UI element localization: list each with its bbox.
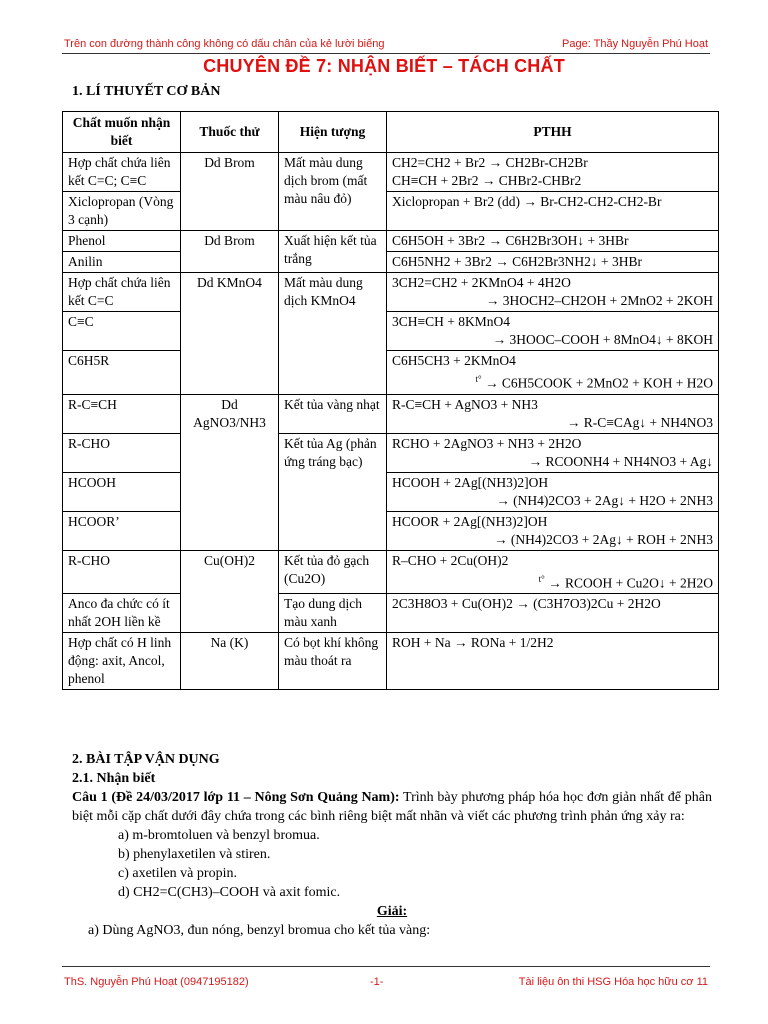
equation-line: 3CH2=CH2 + 2KMnO4 + 4H2O bbox=[392, 275, 571, 290]
table-row bbox=[63, 273, 719, 312]
reagent-table bbox=[62, 111, 719, 690]
question-1 bbox=[72, 788, 712, 826]
equation-cell bbox=[387, 433, 719, 472]
equation-line: CH2=CH2 + Br2 → CH2Br-CH2Br bbox=[392, 155, 588, 170]
col-header-substance: Chất muốn nhận biết bbox=[63, 112, 181, 153]
equation-cell: ROH + Na → RONa + 1/2H2 bbox=[387, 633, 719, 690]
solution-line: a) Dùng AgNO3, đun nóng, benzyl bromua cho kết tủa vàng: bbox=[88, 923, 431, 938]
table-row bbox=[63, 550, 719, 594]
substance-cell: R-CHO bbox=[63, 550, 181, 594]
equation-cell bbox=[387, 511, 719, 550]
table-row bbox=[63, 472, 719, 511]
page-header bbox=[0, 0, 768, 56]
reagent-cell: Dd AgNO3/NH3 bbox=[181, 394, 279, 550]
header-page: Page: Thầy Nguyễn Phú Hoạt bbox=[562, 38, 708, 50]
footer-rule bbox=[62, 966, 710, 967]
solution-heading: Giải: bbox=[376, 904, 408, 919]
reagent-cell: Dd Brom bbox=[181, 153, 279, 231]
substance-cell: R-C≡CH bbox=[63, 394, 181, 433]
table-row bbox=[63, 633, 719, 690]
phenomenon-cell: Kết tủa vàng nhạt bbox=[279, 394, 387, 433]
phenomenon-cell: Kết tủa đỏ gạch (Cu2O) bbox=[279, 550, 387, 594]
equation-cell bbox=[387, 153, 719, 192]
equation-cell: Xiclopropan + Br2 (dd) → Br-CH2-CH2-CH2-Br bbox=[387, 192, 719, 231]
equation-cell bbox=[387, 472, 719, 511]
equation-cell bbox=[387, 312, 719, 351]
question-text: Trình bày phương pháp hóa học đơn giản nhất để phân biệt mỗi cặp chất dưới đây chứa trong các bình riêng biệt mất nhãn và viết các phương trình phản ứng xảy ra: bbox=[72, 790, 712, 824]
equation-text: → RCOOH + Cu2O↓ + 2H2O bbox=[548, 575, 713, 590]
page-number: -1- bbox=[370, 976, 384, 988]
equation-line bbox=[392, 570, 713, 593]
footer-author: ThS. Nguyễn Phú Hoạt (0947195182) bbox=[64, 976, 249, 988]
equation-line: → 3HOOC–COOH + 8MnO4↓ + 8KOH bbox=[492, 332, 713, 347]
substance-cell: Hợp chất chứa liên kết C=C; C≡C bbox=[63, 153, 181, 192]
table-row bbox=[63, 594, 719, 633]
reagent-cell: Na (K) bbox=[181, 633, 279, 690]
equation-cell bbox=[387, 273, 719, 312]
table-row bbox=[63, 252, 719, 273]
table-row bbox=[63, 511, 719, 550]
heat-mark: t° bbox=[538, 573, 545, 584]
table-header-row bbox=[63, 112, 719, 153]
equation-line: CH≡CH + 2Br2 → CHBr2-CHBr2 bbox=[392, 173, 582, 188]
substance-cell: HCOOR’ bbox=[63, 511, 181, 550]
equation-line: 3CH≡CH + 8KMnO4 bbox=[392, 314, 510, 329]
col-header-equation: PTHH bbox=[387, 112, 719, 153]
equation-line bbox=[392, 370, 713, 393]
equation-line: → 3HOCH2–CH2OH + 2MnO2 + 2KOH bbox=[485, 293, 713, 308]
question-label: Câu 1 (Đề 24/03/2017 lớp 11 – Nông Sơn Quảng Nam): bbox=[72, 790, 400, 805]
equation-line: HCOOR + 2Ag[(NH3)2]OH bbox=[392, 513, 548, 529]
reagent-cell: Dd KMnO4 bbox=[181, 273, 279, 395]
equation-line: → R-C≡CAg↓ + NH4NO3 bbox=[566, 414, 713, 430]
table-row bbox=[63, 231, 719, 252]
reagent-cell: Cu(OH)2 bbox=[181, 550, 279, 633]
equation-cell: C6H5NH2 + 3Br2 → C6H2Br3NH2↓ + 3HBr bbox=[387, 252, 719, 273]
substance-cell: HCOOH bbox=[63, 472, 181, 511]
header-motto: Trên con đường thành công không có dấu chân của kẻ lười biếng bbox=[64, 38, 385, 50]
equation-cell bbox=[387, 351, 719, 395]
question-item: c) axetilen và propin. bbox=[118, 866, 237, 881]
footer-doc-title: Tài liệu ôn thi HSG Hóa học hữu cơ 11 bbox=[518, 976, 708, 988]
table-row bbox=[63, 433, 719, 472]
substance-cell: C≡C bbox=[63, 312, 181, 351]
table-row bbox=[63, 312, 719, 351]
table-row bbox=[63, 192, 719, 231]
equation-line: → (NH4)2CO3 + 2Ag↓ + H2O + 2NH3 bbox=[496, 492, 713, 508]
equation-text: → C6H5COOK + 2MnO2 + KOH + H2O bbox=[485, 375, 713, 391]
col-header-phenomenon: Hiện tượng bbox=[279, 112, 387, 153]
equation-cell: C6H5OH + 3Br2 → C6H2Br3OH↓ + 3HBr bbox=[387, 231, 719, 252]
table-row bbox=[63, 153, 719, 192]
phenomenon-cell: Mất màu dung dịch brom (mất màu nâu đỏ) bbox=[279, 153, 387, 231]
equation-line: → RCOONH4 + NH4NO3 + Ag↓ bbox=[528, 453, 713, 469]
substance-cell: C6H5R bbox=[63, 351, 181, 395]
section-theory: 1. LÍ THUYẾT CƠ BẢN bbox=[72, 84, 221, 99]
substance-cell: R-CHO bbox=[63, 433, 181, 472]
substance-cell: Hợp chất có H linh động: axit, Ancol, phenol bbox=[63, 633, 181, 690]
phenomenon-cell: Xuất hiện kết tủa trắng bbox=[279, 231, 387, 273]
table-row bbox=[63, 394, 719, 433]
equation-line: HCOOH + 2Ag[(NH3)2]OH bbox=[392, 474, 549, 490]
reagent-cell: Dd Brom bbox=[181, 231, 279, 273]
equation-cell bbox=[387, 550, 719, 594]
question-item: a) m-bromtoluen và benzyl bromua. bbox=[118, 828, 320, 843]
equation-line: RCHO + 2AgNO3 + NH3 + 2H2O bbox=[392, 435, 582, 451]
equation-line: R–CHO + 2Cu(OH)2 bbox=[392, 552, 509, 568]
substance-cell: Phenol bbox=[63, 231, 181, 252]
subsection-identify: 2.1. Nhận biết bbox=[72, 771, 156, 786]
equation-cell bbox=[387, 394, 719, 433]
phenomenon-cell: Mất màu dung dịch KMnO4 bbox=[279, 273, 387, 395]
section-exercises: 2. BÀI TẬP VẬN DỤNG bbox=[72, 752, 220, 767]
equation-cell: 2C3H8O3 + Cu(OH)2 → (C3H7O3)2Cu + 2H2O bbox=[387, 594, 719, 633]
col-header-reagent: Thuốc thử bbox=[181, 112, 279, 153]
substance-cell: Hợp chất chứa liên kết C=C bbox=[63, 273, 181, 312]
substance-cell: Anilin bbox=[63, 252, 181, 273]
phenomenon-cell: Tạo dung dịch màu xanh bbox=[279, 594, 387, 633]
phenomenon-cell: Có bọt khí không màu thoát ra bbox=[279, 633, 387, 690]
question-item: b) phenylaxetilen và stiren. bbox=[118, 847, 271, 862]
heat-mark: t° bbox=[475, 374, 482, 384]
equation-line: R-C≡CH + AgNO3 + NH3 bbox=[392, 396, 538, 412]
document-title: CHUYÊN ĐỀ 7: NHẬN BIẾT – TÁCH CHẤT bbox=[203, 56, 565, 76]
substance-cell: Xiclopropan (Vòng 3 cạnh) bbox=[63, 192, 181, 231]
phenomenon-cell: Kết tủa Ag (phản ứng tráng bạc) bbox=[279, 433, 387, 550]
table-row bbox=[63, 351, 719, 395]
equation-line: → (NH4)2CO3 + 2Ag↓ + ROH + 2NH3 bbox=[494, 531, 713, 547]
substance-cell: Anco đa chức có ít nhất 2OH liền kề bbox=[63, 594, 181, 633]
question-item: d) CH2=C(CH3)–COOH và axit fomic. bbox=[118, 885, 341, 900]
header-rule bbox=[62, 53, 710, 54]
exercise-section bbox=[72, 750, 712, 940]
equation-line: C6H5CH3 + 2KMnO4 bbox=[392, 353, 516, 368]
